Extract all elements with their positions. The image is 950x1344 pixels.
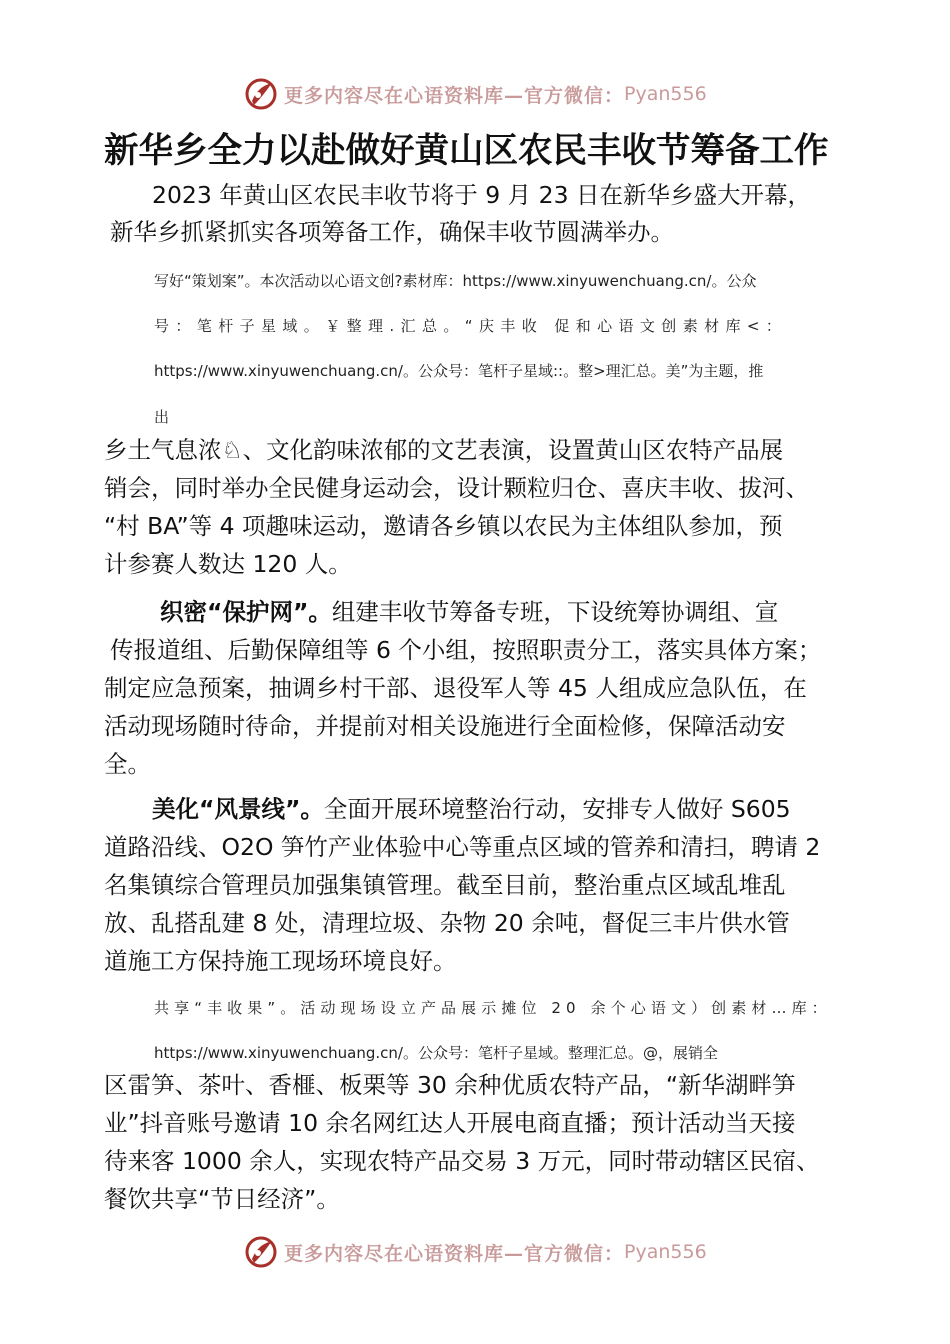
section3-heading: 美化“风景线”。	[152, 795, 324, 823]
section1-line-3: “村 BA”等 4 项趣味运动，邀请各乡镇以农民为主体组队参加，预	[104, 512, 783, 540]
section3-line-1-rest: 全面开展环境整治行动，安排专人做好 S605	[323, 795, 791, 823]
section3-line-3: 名集镇综合管理员加强集镇管理。截至目前，整治重点区域乱堆乱	[104, 871, 786, 899]
section1-small-1: 写好“策划案”。本次活动以心语文创?素材库：https://www.xinyuwenchuang.cn/。公众	[154, 272, 757, 290]
brand-logo-icon	[244, 1235, 278, 1269]
section3-line-1	[152, 790, 791, 828]
banner-text: 更多内容尽在心语资料库—官方微信：	[284, 84, 625, 107]
section4-small-1: 共享“丰收果”。活动现场设立产品展示摊位 20 余个心语文）创素材…库：	[154, 999, 832, 1017]
section2-line-5: 全。	[104, 750, 151, 778]
page-title: 新华乡全力以赴做好黄山区农民丰收节筹备工作	[104, 131, 829, 171]
section3-line-4: 放、乱搭乱建 8 处，清理垃圾、杂物 20 余吨，督促三丰片供水管	[104, 909, 790, 937]
banner-wechat-id: Pyan556	[624, 1241, 707, 1263]
section4-small-2: https://www.xinyuwenchuang.cn/。公众号：笔杆子星域。整理汇总。@，展销全	[154, 1044, 718, 1062]
header-banner	[0, 74, 950, 114]
section1-line-1: 乡土气息浓♘、文化韵味浓郁的文艺表演，设置黄山区农特产品展	[104, 436, 784, 464]
section4-line-2: 业”抖音账号邀请 10 余名网红达人开展电商直播；预计活动当天接	[104, 1109, 796, 1137]
intro-line-1: 2023 年黄山区农民丰收节将于 9 月 23 日在新华乡盛大开幕，	[152, 181, 812, 209]
section4-line-3: 待来客 1000 余人，实现农特产品交易 3 万元，同时带动辖区民宿、	[104, 1147, 820, 1175]
banner-wechat-id: Pyan556	[624, 83, 707, 105]
section1-line-4: 计参赛人数达 120 人。	[104, 550, 352, 578]
section2-line-3: 制定应急预案，抽调乡村干部、退役军人等 45 人组成应急队伍，在	[104, 674, 807, 702]
section3-line-2: 道路沿线、O2O 笋竹产业体验中心等重点区域的管养和清扫，聘请 2	[104, 833, 821, 861]
brand-logo-icon	[244, 77, 278, 111]
intro-line-2: 新华乡抓紧抓实各项筹备工作，确保丰收节圆满举办。	[110, 218, 674, 246]
section1-small-2: 号：笔杆子星域。￥整理.汇总。“庆丰收 促和心语文创素材库<：	[154, 317, 788, 335]
section2-line-1-rest: 组建丰收节筹备专班，下设统筹协调组、宣	[331, 598, 779, 626]
section2-line-2: 传报道组、后勤保障组等 6 个小组，按照职责分工，落实具体方案；	[110, 636, 822, 664]
section2-line-1	[160, 593, 778, 631]
section1-line-2: 销会，同时举办全民健身运动会，设计颗粒归仓、喜庆丰收、拔河、	[104, 474, 809, 502]
section3-line-5: 道施工方保持施工现场环境良好。	[104, 947, 457, 975]
footer-banner	[0, 1232, 950, 1272]
section2-heading: 织密“保护网”。	[160, 598, 332, 626]
section2-line-4: 活动现场随时待命，并提前对相关设施进行全面检修，保障活动安	[104, 712, 786, 740]
section1-small-3: https://www.xinyuwenchuang.cn/。公众号：笔杆子星域::。整>理汇总。美”为主题，推	[154, 362, 764, 380]
section4-line-1: 区雷笋、茶叶、香榧、板栗等 30 余种优质农特产品，“新华湖畔笋	[104, 1071, 796, 1099]
banner-text: 更多内容尽在心语资料库—官方微信：	[284, 1242, 625, 1265]
section1-small-4: 出	[154, 408, 170, 426]
section4-line-4: 餐饮共享“节日经济”。	[104, 1185, 340, 1213]
